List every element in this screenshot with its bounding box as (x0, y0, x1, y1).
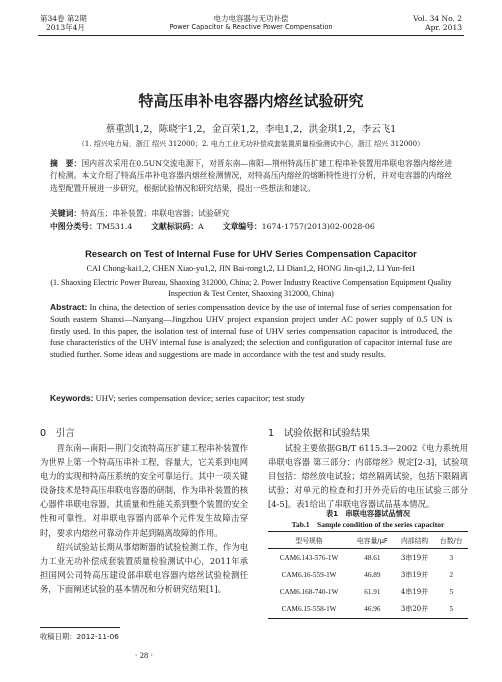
journal-name-cn: 电力电容器与无功补偿 (213, 14, 289, 23)
issue-info-en (380, 14, 462, 32)
authors-cn: 蔡重凯1,2，陈晓宇1,2，金百荣1,2，李电1,2，洪金琪1,2，李云飞1 (105, 124, 397, 135)
article-number: 1674-1757(2013)02-0028-06 (261, 222, 375, 231)
table-caption-en: Tab.1 Sample condition of the series capacitor (291, 520, 445, 529)
table-row (268, 566, 468, 583)
journal-name-en: Power Capacitor & Reactive Power Compensation (169, 23, 333, 31)
abstract-cn (50, 158, 452, 195)
cell-model: CAM6.168-740-1W (279, 587, 339, 596)
cell-quantity: 2 (449, 570, 454, 579)
column-header-quantity: 台数/台 (435, 532, 469, 549)
paper-title-cn: 特高压串补电容器内熔丝试验研究 (138, 92, 364, 110)
cell-structure: 4串19并 (400, 587, 429, 596)
keywords-cn-text: 特高压；串补装置；串联电容器；试验研究 (81, 209, 230, 218)
test-basis-body (268, 441, 468, 511)
affiliation-en: (1. Shaoxing Electric Power Bureau, Shaoxing 312000, China; 2. Power Industry Reactive Compensation Equipment Quality Inspection & Test Center, Shaoxing 312000, China) (50, 278, 452, 298)
cell-model: CAM6.143-576-1W (279, 553, 339, 562)
keywords-cn-label: 关键词： (50, 209, 82, 218)
cell-model: CAM6.15-558-1W (268, 601, 350, 619)
column-header-capacitance: 电容量/μF (350, 532, 395, 549)
cell-quantity: 5 (449, 587, 454, 596)
date-cn: 2013年4月 (46, 23, 85, 32)
paragraph: 试验主要依据GB/T 6115.3—2002《电力系统用串联电容器 第三部分：内部熔丝》规定[2-3]，试验项目包括：熔丝放电试验；熔丝隔离试验，包括下限隔离试验；对单元的检查和打开外壳后的电压试验三部分[4-5]。表1给出了串联电容器试品基本情况。 (268, 443, 468, 510)
section-heading-introduction: 0 引言 (40, 428, 75, 439)
table-row (268, 549, 468, 567)
doc-code-label: 文献标识码： (151, 222, 199, 231)
paper-title-en: Research on Test of Internal Fuse for UHV Series Compensation Capacitor (85, 248, 417, 259)
paragraph: 晋东南—南阳—荆门交流特高压扩建工程串补装置作为世界上第一个特高压串补工程，容量大，它关系到电网电力的实现和特高压系统的安全可靠运行。其中一项关键设备技术是特高压串联电容器的研制，作为串补装置的核心器件串联电容器，其质量和性能关系到整个装置的安全性和可靠性。对串联电容器内部单个元件发生故障击穿时，要求内熔丝可靠动作并起到隔离故障的作用。 (40, 443, 248, 538)
cell-quantity: 5 (435, 601, 469, 619)
column-header-model: 型号规格 (268, 532, 350, 549)
volume-issue-en: Vol. 34 No. 2 (413, 14, 462, 23)
footnote-rule (40, 627, 120, 628)
authors-en: CAI Chong-kai1,2, CHEN Xiao-yu1,2, JIN Bai-rong1,2, LI Dian1,2, HONG Jin-qi1,2, LI Yun-fei1 (86, 264, 416, 273)
doc-code: A (198, 222, 204, 231)
abstract-en (50, 302, 452, 361)
section-heading-test-basis: 1 试验依据和试验结果 (268, 428, 371, 439)
date-en: Apr. 2013 (425, 23, 462, 32)
abstract-en-text: In china, the detection of series compensation device by the use of internal fuse of series compensation for South eastern Shanxi—Nanyang—Jingzhou UHV project expansion project under AC power supply of 0.5 UN is firstly used. In this paper, the isolation test of internal fuse of UHV series compensation capacitor is introduced, the fuse characteristics of the UHV internal fuse is analyzed; the selection and configuration of capacitor internal fuse are studied further. Some ideas and suggestions are made in accordance with the test and study results. (50, 302, 452, 360)
cell-quantity: 3 (449, 553, 454, 562)
keywords-en-text: UHV; series compensation device; series capacitor; test study (95, 393, 305, 403)
table-row (268, 601, 468, 619)
introduction-body (40, 441, 248, 596)
keywords-en-label: Keywords: (50, 393, 94, 403)
cell-structure: 3串20并 (395, 601, 435, 619)
column-header-structure: 内部结构 (395, 532, 435, 549)
issue-info (40, 14, 130, 32)
keywords-en (50, 393, 452, 405)
table-row (268, 583, 468, 600)
cell-structure: 3串19并 (400, 553, 429, 562)
abstract-en-label: Abstract: (50, 302, 88, 312)
cell-capacitance: 61.91 (364, 587, 381, 596)
table-caption-cn: 表1 串联电容器试品情况 (325, 509, 411, 518)
journal-name (130, 14, 372, 32)
cell-capacitance: 46.89 (364, 570, 381, 579)
table-header-row (268, 532, 468, 549)
clc-label: 中图分类号： (50, 222, 97, 231)
sample-table (268, 531, 468, 619)
page-number: · 28 · (134, 650, 154, 660)
cell-capacitance: 48.61 (364, 553, 381, 562)
article-number-label: 文章编号： (222, 222, 262, 231)
paragraph: 绍兴试验站长期从事熔断器的试验检测工作，作为电力工业无功补偿成套装置质量检验测试中心，2011年承担国网公司特高压建设部串联电容器内熔丝试验检测任务，下面阐述试验的基本情况和分析研究结果[1]。 (40, 541, 248, 594)
keywords-cn (50, 208, 452, 220)
abstract-cn-text: 国内首次采用在0.5UN交流电源下，对晋东南—南阳—荆州特高压扩建工程串补装置用串联电容器内熔丝进行检测。本文介绍了特高压串补电容器内熔丝检测情况，对特高压内熔丝的熔断特性进行分析，并对电容器的内熔丝选型配置开展进一步研究，根据试验情况和研究结果，提出一些想法和建议。 (50, 159, 453, 193)
classification-line (50, 221, 452, 233)
abstract-cn-label: 摘 要： (50, 159, 82, 168)
volume-issue-cn: 第34卷 第2期 (40, 14, 87, 23)
cell-structure: 3串19并 (400, 570, 429, 579)
header-rule (38, 35, 464, 36)
affiliation-cn: （1. 绍兴电力局，浙江 绍兴 312000；2. 电力工业无功补偿成套装置质量检验测试中心，浙江 绍兴 312000） (77, 140, 425, 148)
clc-number: TM531.4 (96, 222, 133, 231)
cell-model: CAM6.16-559-1W (281, 570, 337, 579)
cell-capacitance: 46.96 (350, 601, 395, 619)
received-date: 收稿日期：2012-11-06 (40, 632, 119, 641)
